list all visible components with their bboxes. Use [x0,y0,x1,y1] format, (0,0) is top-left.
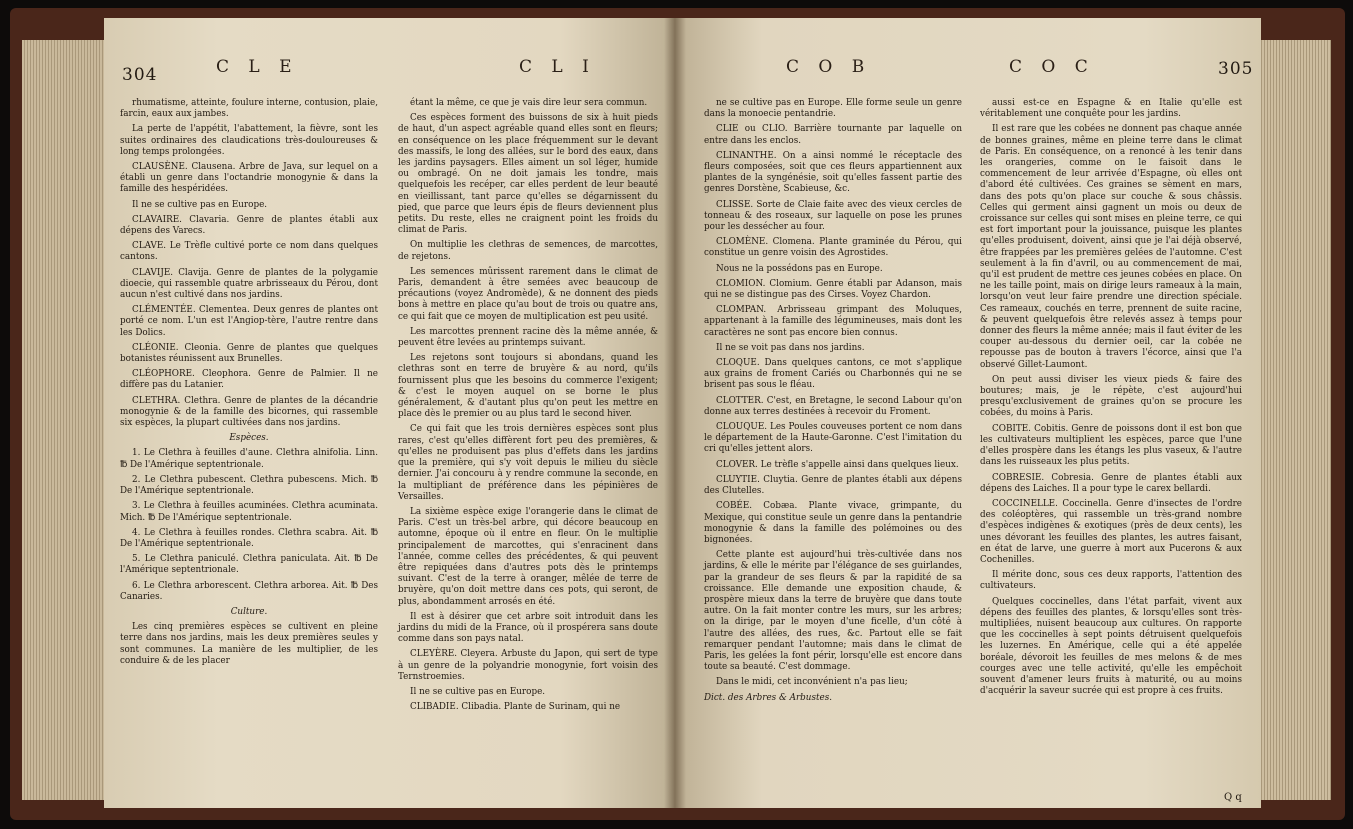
paragraph: Nous ne la possédons pas en Europe. [716,263,883,274]
page-number-left: 304 [122,65,158,85]
paragraph: COBITE. Cobitis. Genre de poissons dont il est bon que les cultivateurs multiplient les espèces, parce que l'une d'elles prospère dans les étangs les plus vaseux, & l'autre dans les ruisseaux les plus petits. [980,423,1242,468]
page-number-right: 305 [1218,59,1254,79]
paragraph: 5. Le Clethra paniculé. Clethra paniculata. Ait. ℔ De l'Amérique septentrionale. [120,554,378,576]
paragraph: Il est rare que les cobées ne donnent pas chaque année de bonnes graines, même en pleine terre dans le climat de Paris. En conséquence, on a renoncé à les tenir dans les orangeries, comme on le faisoit dans le commencement de leur arrivée d'Espagne, où elles ont d'abord été cultivées. Ces graines se sèment en mars, dans des pots qu'on place sur couche & sous châssis. Celles qui germent ainsi gagnent un mois ou deux de croissance sur celles qui sont mises en pleine terre, ce qui est fort important pour la jouissance, puisque les plantes qu'elles produisent, doivent, ainsi que je l'ai déjà observé, être frappées par les premières gelées de l'automne. C'est seulement à la fin d'avril, ou au commencement de mai, qu'il est prudent de mettre ces jeunes cobées en place. On ne les taille point, mais on dirige leurs rameaux à la main, lorsqu'on veut leur faire prendre une direction spéciale. Ces rameaux, couchés en terre, prennent de suite racine, & peuvent quelquefois être relevés assez à temps pour donner des fleurs la même année; mais il faut éviter de les couper au-dessous du dernier oeil, car la cobée ne repousse pas de bouton à travers l'écorce, ainsi que l'a observé Gillet-Laumont. [980,124,1242,370]
running-head-left-a: C L E [216,57,299,77]
paragraph: Ces espèces forment des buissons de six à huit pieds de haut, d'un aspect agréable quand elles sont en fleurs; en conséquence on les place fréquemment sur le devant des massifs, le long des allées, sur le bord des eaux, dans les jardins paysagers. Elles aiment un sol léger, humide ou ombragé. On ne doit jamais les tondre, mais quelquefois les recéper, car elles perdent de leur beauté en vieillissant, tant parce qu'elles se dégarnissent du pied, que parce que leurs épis de fleurs deviennent plus petits. Du reste, elles ne craignent point les froids du climat de Paris. [398,113,658,236]
paragraph: CLAVE. Le Trèfle cultivé porte ce nom dans quelques cantons. [120,241,378,263]
paragraph: CLETHRA. Clethra. Genre de plantes de la décandrie monogynie & de la famille des bicornes, qui rassemble six espèces, la plupart cultivées dans nos jardins. [120,395,378,429]
paragraph: CLOQUE. Dans quelques cantons, ce mot s'applique aux grains de froment Cariés ou Charbonnés qui ne se brisent pas sous le fléau. [704,358,962,391]
paragraph: Quelques coccinelles, dans l'état parfait, vivent aux dépens des feuilles des plantes, & lorsqu'elles sont très-multipliées, nuisent beaucoup aux cultures. On rapporte que les coccinelles à sept points détruisent quelquefois les luzernes. En Amérique, celle qui a été appelée boréale, dévoroit les feuilles de mes melons & de mes courges avec une telle activité, qu'elle les empêchoit souvent d'amener leurs fruits à maturité, ou au moins d'acquérir la saveur sucrée qui est propre à ces fruits. [980,596,1242,697]
paragraph: 1. Le Clethra à feuilles d'aune. Clethra alnifolia. Linn. ℔ De l'Amérique septentrionale. [120,448,378,470]
paragraph: Il ne se cultive pas en Europe. [410,686,546,697]
paragraph: COCCINELLE. Coccinella. Genre d'insectes de l'ordre des coléoptères, qui rassemble un très-grand nombre d'espèces indigènes & exotiques (près de deux cents), les unes dévorant les feuilles des plantes, les autres faisant, en état de larve, une guerre à mort aux Pucerons & aux Cochenilles. [980,498,1242,565]
right-column-2 [980,98,1242,701]
left-column-1 [120,98,378,671]
paragraph: 2. Le Clethra pubescent. Clethra pubescens. Mich. ℔ De l'Amérique septentrionale. [120,474,378,497]
paragraph: Il mérite donc, sous ces deux rapports, l'attention des cultivateurs. [980,570,1242,592]
running-head-right-a: C O B [786,57,872,77]
paragraph: CLÉONIE. Cleonia. Genre de plantes que quelques botanistes réunissent aux Brunelles. [120,342,378,365]
paragraph: CLUYTIE. Cluytia. Genre de plantes établi aux dépens des Clutelles. [704,474,962,497]
paragraph: CLOTTER. C'est, en Bretagne, le second Labour qu'on donne aux terres destinées à recevoir du Froment. [704,395,962,417]
paragraph: La perte de l'appétit, l'abattement, la fièvre, sont les suites ordinaires des claudications très-douloureuses & long temps prolongées. [120,124,378,157]
paragraph: Culture. [230,606,268,617]
paragraph: La sixième espèce exige l'orangerie dans le climat de Paris. C'est un très-bel arbre, qui décore beaucoup en automne, époque où il entre en fleur. On le multiplie principalement de marcottes, qui s'enracinent dans l'année, comme celles des précédentes, & qui peuvent être repiquées dans d'autres pots dès le printemps suivant. C'est de la terre à oranger, mêlée de terre de bruyère, qu'on doit mettre dans ces pots, qui seront, de plus, abondamment arrosés en été. [398,506,658,607]
paragraph: CLIBADIE. Clibadia. Plante de Surinam, qui ne [410,702,621,713]
paragraph: Les semences mûrissent rarement dans le climat de Paris, demandent à être semées avec beaucoup de précautions (voyez Andromède), & ne donnent des pieds bons à mettre en place qu'au bout de trois ou quatre ans, ce qui fait que ce moyen de multiplication est peu usité. [398,266,658,322]
paragraph: 3. Le Clethra à feuilles acuminées. Clethra acuminata. Mich. ℔ De l'Amérique septentrionale. [120,501,378,523]
running-head-left-b: C L I [519,57,596,77]
paragraph: CLOVER. Le trèfle s'appelle ainsi dans quelques lieux. [716,459,959,470]
footer-title: Dict. des Arbres & Arbustes. [704,692,833,703]
left-column-2 [398,98,658,717]
paragraph: ne se cultive pas en Europe. Elle forme seule un genre dans la monoecie pentandrie. [704,98,962,120]
paragraph: On multiplie les clethras de semences, de marcottes, de rejetons. [398,240,658,262]
paragraph: COBRESIE. Cobresia. Genre de plantes établi aux dépens des Laiches. Il a pour type le carex bellardi. [980,472,1242,494]
right-column-1 [704,98,962,708]
paragraph: étant la même, ce que je vais dire leur sera commun. [410,98,648,108]
paragraph: aussi est-ce en Espagne & en Italie qu'elle est véritablement une conquête pour les jardins. [980,98,1242,120]
paragraph: CLÉMENTÉE. Clementea. Deux genres de plantes ont porté ce nom. L'un est l'Angiop-tère, l'autre rentre dans les Dolics. [120,305,378,338]
paragraph: CLEYÈRE. Cleyera. Arbuste du Japon, qui sert de type à un genre de la polyandrie monogynie, fort voisin des Ternstroemies. [398,649,658,682]
paragraph: CLOMPAN. Arbrisseau grimpant des Moluques, appartenant à la famille des légumineuses, mais dont les caractères ne sont pas encore bien connus. [704,305,962,338]
paragraph: CLAUSÈNE. Clausena. Arbre de Java, sur lequel on a établi un genre dans l'octandrie monogynie & dans la famille des hespéridées. [120,162,378,195]
paragraph: Les marcottes prennent racine dès la même année, & peuvent être levées au printemps suivant. [398,326,658,349]
paragraph: CLOMION. Clomium. Genre établi par Adanson, mais qui ne se distingue pas des Cirses. Voyez Chardon. [704,278,962,301]
paragraph: CLIE ou CLIO. Barrière tournante par laquelle on entre dans les enclos. [704,124,962,146]
paragraph: Il ne se cultive pas en Europe. [132,199,268,210]
paragraph: CLINANTHE. On a ainsi nommé le réceptacle des fleurs composées, soit que ces fleurs appartiennent aux plantes de la syngénésie, soit qu'elles fassent partie des genres Dorstène, Scabieuse, &c. [704,150,962,195]
paragraph: COBÉE. Cobæa. Plante vivace, grimpante, du Mexique, qui constitue seule un genre dans la pentandrie monogynie & dans la famille des polémoines ou des bignonées. [704,501,962,545]
paragraph: Dans le midi, cet inconvénient n'a pas lieu; [716,677,908,688]
page-edges-right [1261,40,1331,800]
running-head-right-b: C O C [1009,57,1095,77]
book-gutter [664,18,686,808]
paragraph: CLOUQUE. Les Poules couveuses portent ce nom dans le département de la Haute-Garonne. C'est l'imitation du cri qu'elles jettent alors. [704,422,962,455]
page-signature: Q q [1224,792,1242,803]
paragraph: 4. Le Clethra à feuilles rondes. Clethra scabra. Ait. ℔ De l'Amérique septentrionale. [120,527,378,549]
page-edges-left [22,40,104,800]
paragraph: On peut aussi diviser les vieux pieds & faire des boutures; mais, je le répète, c'est aujourd'hui presqu'exclusivement de graines qu'on se procure les cobées, du moins à Paris. [980,374,1242,419]
paragraph: CLAVIJE. Clavija. Genre de plantes de la polygamie dioecie, qui rassemble quatre arbrisseaux du Pérou, dont aucun n'est cultivé dans nos jardins. [120,267,378,301]
paragraph: CLOMÈNE. Clomena. Plante graminée du Pérou, qui constitue un genre voisin des Agrostides. [704,237,962,259]
paragraph: Les cinq premières espèces se cultivent en pleine terre dans nos jardins, mais les deux premières seules y sont communes. La manière de les multiplier, de les conduire & de les placer [120,622,378,666]
paragraph: CLAVAIRE. Clavaria. Genre de plantes établi aux dépens des Varecs. [120,214,378,237]
paragraph: Ce qui fait que les trois dernières espèces sont plus rares, c'est qu'elles diffèrent fort peu des premières, & qu'elles ne produisent pas plus d'effets dans les jardins que la première, qui s'y voit depuis le milieu du siècle dernier. J'ai concouru à y rendre commune la seconde, en la multipliant de préférence dans les pépinières de Versailles. [398,424,658,502]
paragraph: Il ne se voit pas dans nos jardins. [716,342,865,353]
paragraph: CLISSE. Sorte de Claie faite avec des vieux cercles de tonneau & des roseaux, sur laquelle on pose les prunes pour les dessécher au four. [704,199,962,233]
paragraph: Les rejetons sont toujours si abondans, quand les clethras sont en terre de bruyère & au nord, qu'ils fournissent plus que les besoins du commerce l'exigent; & c'est le moyen auquel on se borne le plus généralement, & d'autant plus qu'on peut les mettre en place dès le premier ou au plus tard le second hiver. [398,353,658,420]
paragraph: CLÉOPHORE. Cleophora. Genre de Palmier. Il ne diffère pas du Latanier. [120,369,378,391]
paragraph: Cette plante est aujourd'hui très-cultivée dans nos jardins, & elle le mérite par l'élégance de ses guirlandes, par la grandeur de ses fleurs & par la rapidité de sa croissance. Elle demande une exposition chaude, & prospère mieux dans la terre de bruyère que dans toute autre. On la fait monter contre les murs, sur les arbres; on la dirige, par le moyen d'une ficelle, d'un côté à l'autre des allées, des rues, &c. Partout elle se fait remarquer pendant l'automne; mais dans le climat de Paris, les gelées la font périr, lorsqu'elle est encore dans toute sa beauté. C'est dommage. [704,550,962,673]
left-page [104,18,674,808]
right-page [674,18,1261,808]
paragraph: rhumatisme, atteinte, foulure interne, contusion, plaie, farcin, eaux aux jambes. [120,98,378,120]
paragraph: Espèces. [229,433,269,444]
paragraph: 6. Le Clethra arborescent. Clethra arborea. Ait. ℔ Des Canaries. [120,580,378,602]
paragraph: Il est à désirer que cet arbre soit introduit dans les jardins du midi de la France, où il prospérera sans doute comme dans son pays natal. [398,611,658,645]
